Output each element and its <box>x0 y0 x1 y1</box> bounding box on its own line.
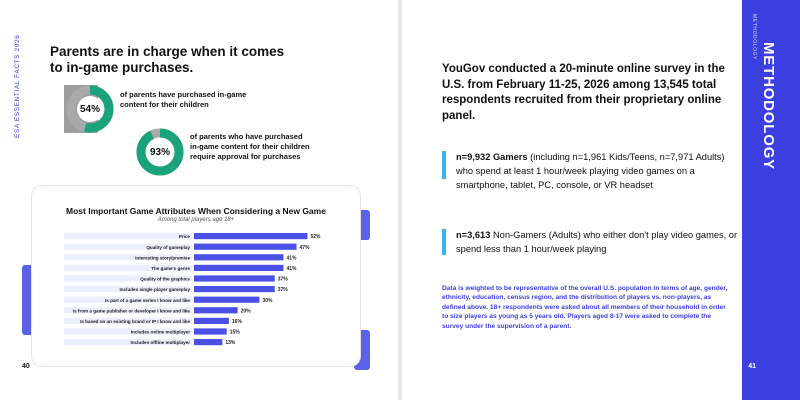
left-page <box>0 0 398 400</box>
bar <box>194 233 307 239</box>
right-page <box>402 0 800 400</box>
left-headline: Parents are in charge when it comes to in-game purchases. <box>50 44 285 75</box>
category-label: Includes single player gameplay <box>119 287 190 293</box>
bar <box>194 244 297 250</box>
value-label: 16% <box>231 319 242 325</box>
chart-subtitle: Among total players age 18+ <box>157 217 235 223</box>
row-track <box>64 233 192 239</box>
section-title: METHODOLOGY <box>760 42 777 170</box>
gamers-description: (including n=1,961 Kids/Teens, n=7,971 Adults) who spend at least 1 hour/week playing video games on a smartphone, tablet, PC, console, or VR headset <box>456 152 725 190</box>
bar <box>194 339 222 345</box>
bar <box>194 254 283 260</box>
bar <box>194 297 259 303</box>
running-head: ESA ESSENTIAL FACTS 2026 <box>14 34 21 138</box>
non-gamers-callout <box>442 228 742 256</box>
page-number: 41 <box>748 363 756 370</box>
non-gamers-count: n=3,613 <box>456 230 491 240</box>
bar <box>194 275 275 281</box>
stat-parents-purchased <box>66 85 260 133</box>
category-label: Is part of a game series I know and like <box>104 297 190 303</box>
bar <box>194 328 227 334</box>
bar <box>194 286 275 292</box>
donut-percent: 54% <box>77 96 103 122</box>
section-sidebar <box>742 0 800 400</box>
weighting-note: Data is weighted to be representative of the overall U.S. population in terms of age, gender, ethnicity, education, census region, and the distribution of players vs. non-players, as defined above. 18+ respondents were asked about all members of their household in order to size players as young as 5 years old. Players aged 8-17 were asked to complete the survey under the supervision of a parent. <box>442 285 728 330</box>
callout-bar <box>442 229 446 255</box>
value-label: 15% <box>229 329 240 336</box>
category-label: Is from a game publisher or developer I know and like <box>72 308 190 314</box>
value-label: 37% <box>277 276 288 283</box>
category-label: Interesting story/premise <box>135 255 190 261</box>
category-label: Price <box>178 234 190 240</box>
bar <box>194 318 229 324</box>
value-label: 37% <box>277 287 288 294</box>
donut-percent: 93% <box>147 139 173 165</box>
gamers-count: n=9,932 Gamers <box>456 152 528 162</box>
category-label: The game's genre <box>151 266 190 271</box>
non-gamers-description: Non-Gamers (Adults) who either don't play video games, or spend less than 1 hour/week playing <box>456 230 738 254</box>
value-label: 41% <box>286 266 297 272</box>
donut-chart-93 <box>136 128 184 176</box>
category-label: Quality of the graphics <box>140 276 190 282</box>
bar <box>194 265 283 271</box>
gamers-callout <box>442 150 742 192</box>
value-label: 47% <box>299 244 310 251</box>
value-label: 20% <box>240 308 251 315</box>
donut-chart-54 <box>66 85 114 133</box>
stat-require-approval <box>136 128 310 176</box>
value-label: 41% <box>286 255 297 262</box>
value-label: 13% <box>225 340 236 347</box>
value-label: 52% <box>310 234 321 241</box>
attributes-chart-card <box>32 186 360 366</box>
value-label: 30% <box>262 297 273 304</box>
category-label: Is based on an existing brand or IP I know and like <box>80 319 190 324</box>
category-label: Includes offline multiplayer <box>130 340 190 346</box>
methodology-headline: YouGov conducted a 20-minute online survey in the U.S. from February 11-25, 2026 among 13,545 total respondents recruited from their proprietary online panel. <box>442 63 725 122</box>
stat-text: of parents who have purchased in-game content for their children require approval for purchases <box>190 132 310 161</box>
category-label: Includes online multiplayer <box>130 329 190 335</box>
bar-chart <box>32 186 360 366</box>
stat-text: of parents have purchased in-game content for their children <box>120 90 247 109</box>
callout-bar <box>442 151 446 179</box>
page-number: 40 <box>22 363 30 370</box>
category-label: Quality of gameplay <box>146 244 190 250</box>
chart-title: Most Important Game Attributes When Considering a New Game <box>66 206 326 216</box>
bar <box>194 307 238 313</box>
sidebar-running-head: METHODOLOGY <box>751 14 757 61</box>
